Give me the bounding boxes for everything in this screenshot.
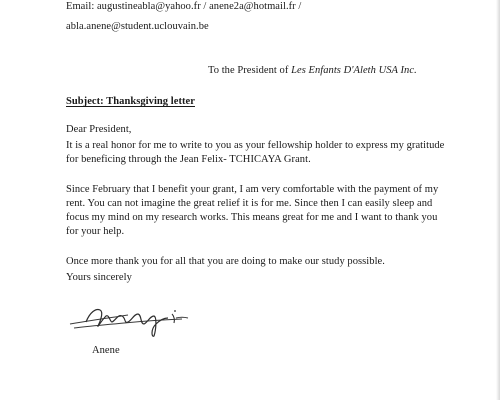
paragraph-1-line-1: It is a real honor for me to write to you as your fellowship holder to express my gratitude	[66, 140, 445, 151]
recipient-prefix: To the President of	[208, 65, 292, 76]
paragraph-2-line-2: rent. You can not imagine the great relief it is for me. Since then I can easily sleep and	[66, 198, 433, 209]
paragraph-1-line-2: for beneficing through the Jean Felix- TCHICAYA Grant.	[66, 154, 311, 165]
handwritten-signature	[64, 300, 194, 340]
subject-line: Subject: Thanksgiving letter	[66, 96, 195, 107]
recipient-line	[208, 65, 417, 77]
paragraph-2-line-3: focus my mind on my research works. This means great for me and I want to thank you	[66, 212, 438, 223]
recipient-organization: Les Enfants D'Aleth USA Inc.	[291, 65, 417, 76]
scan-edge-shadow	[496, 0, 500, 400]
paragraph-3-line-1: Once more thank you for all that you are doing to make our study possible.	[66, 256, 385, 267]
signer-name: Anene	[92, 345, 120, 356]
closing-line: Yours sincerely	[66, 272, 132, 283]
paragraph-2-line-1: Since February that I benefit your grant, I am very comfortable with the payment of my	[66, 184, 439, 195]
sender-email-line-2: abla.anene@student.uclouvain.be	[66, 21, 209, 32]
salutation: Dear President,	[66, 124, 132, 135]
paragraph-2-line-4: for your help.	[66, 226, 125, 237]
sender-email-line-1: Email: augustineabla@yahoo.fr / anene2a@hotmail.fr /	[66, 1, 302, 12]
